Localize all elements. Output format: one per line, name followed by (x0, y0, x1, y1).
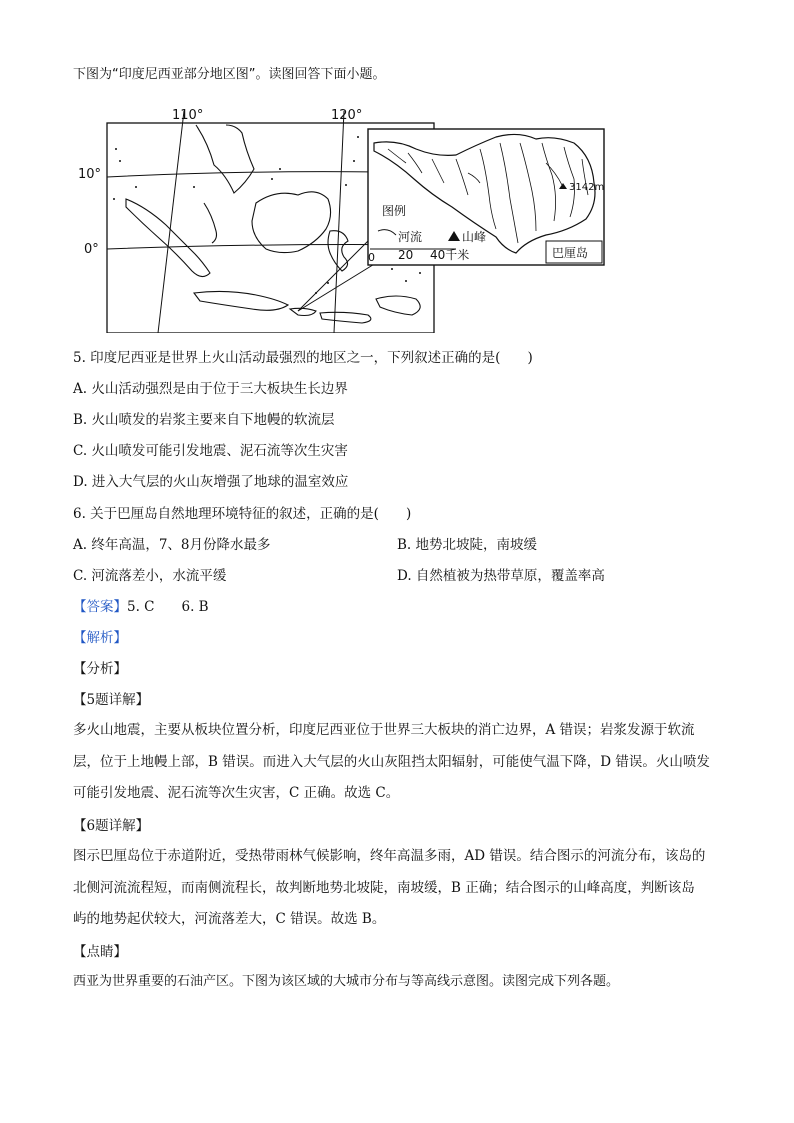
q5-detail-paragraph (73, 715, 723, 810)
analysis-tag: 【解析】 (73, 630, 127, 646)
q6-option-d: D. 自然植被为热带草原，覆盖率高 (397, 568, 605, 584)
lon-label-120: 120° (331, 108, 363, 123)
indonesia-map (76, 103, 606, 333)
answer-text: 5. C 6. B (127, 599, 209, 615)
q5-option-a: A. 火山活动强烈是由于位于三大板块生长边界 (73, 381, 348, 397)
island-name: 巴厘岛 (552, 246, 589, 260)
answer-tag: 【答案】 (73, 599, 127, 615)
q5-detail-line: 多火山地震，主要从板块位置分析，印度尼西亚位于世界三大板块的消亡边界，A 错误；岩浆发源于软流 (73, 722, 695, 738)
q5-detail-line: 层，位于上地幔上部，B 错误。而进入大气层的火山灰阻挡太阳辐射，可能使气温下降，D 错误。火山喷发 (73, 753, 710, 770)
q5-option-b: B. 火山喷发的岩浆主要来自下地幔的软流层 (73, 412, 335, 428)
q6-option-a: A. 终年高温，7、8月份降水最多 (73, 537, 271, 553)
q5-detail-line: 可能引发地震、泥石流等次生灾害，C 正确。故选 C。 (73, 785, 400, 801)
q6-detail-paragraph (73, 841, 723, 936)
bali-inset (368, 129, 604, 265)
lon-label-110: 110° (172, 108, 204, 123)
scale-twenty: 20 (398, 248, 414, 262)
peak-elevation-label: 3142m (569, 182, 605, 193)
q5-detail-tag: 【5题详解】 (73, 692, 150, 708)
q6-detail-line: 图示巴厘岛位于赤道附近，受热带雨林气候影响，终年高温多雨，AD 错误。结合图示的河流分布，该岛的 (73, 848, 706, 864)
scale-zero: 0 (368, 251, 375, 264)
q6-detail-tag: 【6题详解】 (73, 818, 150, 834)
answer-line (73, 598, 209, 616)
fenxi-tag: 【分析】 (73, 661, 127, 677)
q6-detail-line: 屿的地势起伏较大，河流落差大，C 错误。故选 B。 (73, 911, 386, 927)
q5-option-d: D. 进入大气层的火山灰增强了地球的温室效应 (73, 474, 349, 490)
q6-stem: 6. 关于巴厘岛自然地理环境特征的叙述，正确的是( ) (73, 506, 412, 522)
lat-label-0: 0° (84, 242, 99, 257)
dianjing-tag: 【点睛】 (73, 944, 127, 960)
legend-peak-label: 山峰 (462, 230, 487, 244)
q6-detail-line: 北侧河流流程短，而南侧流程长，故判断地势北坡陡，南坡缓，B 正确；结合图示的山峰高度，判断该岛 (73, 879, 695, 896)
q5-stem: 5. 印度尼西亚是世界上火山活动最强烈的地区之一，下列叙述正确的是( ) (73, 350, 533, 366)
next-intro-text: 西亚为世界重要的石油产区。下图为该区域的大城市分布与等高线示意图。读图完成下列各题。 (73, 974, 620, 989)
intro-text: 下图为“印度尼西亚部分地区图”。读图回答下面小题。 (73, 67, 386, 82)
q5-option-c: C. 火山喷发可能引发地震、泥石流等次生灾害 (73, 443, 348, 459)
legend-river-label: 河流 (398, 230, 423, 244)
q6-option-b: B. 地势北坡陡，南坡缓 (397, 537, 538, 553)
q6-option-c: C. 河流落差小，水流平缓 (73, 568, 227, 584)
lat-label-10: 10° (78, 167, 102, 182)
scale-forty: 40千米 (430, 248, 470, 262)
legend-title: 图例 (382, 204, 407, 218)
